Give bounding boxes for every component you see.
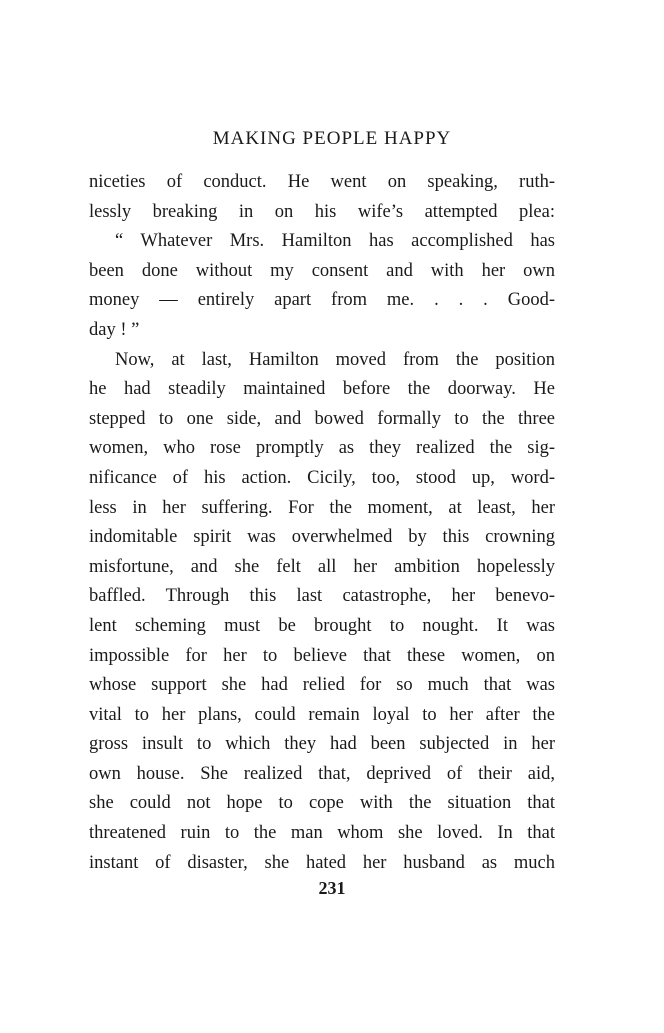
text-line: niceties of conduct. He went on speaking, ruth-: [89, 172, 555, 192]
text-line: impossible for her to believe that these women, on: [89, 645, 555, 666]
text-line: nificance of his action. Cicily, too, stood up, word-: [89, 467, 555, 488]
text-line: instant of disaster, she hated her husband as much: [89, 852, 555, 873]
text-line: been done without my consent and with her own: [89, 260, 555, 281]
text-line: baffled. Through this last catastrophe, her benevo-: [89, 586, 555, 607]
text-line: misfortune, and she felt all her ambition hopelessly: [89, 556, 555, 577]
text-line: vital to her plans, could remain loyal to her after the: [89, 704, 555, 725]
text-line: money — entirely apart from me. . . . Good-: [89, 290, 555, 311]
text-line: whose support she had relied for so much that was: [89, 675, 555, 696]
text-line: she could not hope to cope with the situation that: [89, 793, 555, 814]
text-line: Now, at last, Hamilton moved from the position: [115, 349, 555, 370]
text-line: indomitable spirit was overwhelmed by this crowning: [89, 527, 555, 548]
text-line: stepped to one side, and bowed formally to the three: [89, 408, 555, 429]
running-title: MAKING PEOPLE HAPPY: [212, 128, 452, 149]
body-text: [89, 168, 555, 878]
text-line: lessly breaking in on his wife’s attempted plea:: [89, 201, 555, 222]
text-line: gross insult to which they had been subjected in her: [89, 734, 555, 755]
text-line: he had steadily maintained before the doorway. He: [89, 379, 555, 400]
text-line: less in her suffering. For the moment, at least, her: [89, 497, 555, 518]
text-line: “ Whatever Mrs. Hamilton has accomplished has: [115, 231, 555, 252]
text-line: day ! ”: [89, 319, 140, 340]
text-line: lent scheming must be brought to nought. It was: [89, 615, 555, 636]
page-number: 231: [318, 878, 346, 898]
text-line: own house. She realized that, deprived of their aid,: [89, 763, 555, 784]
text-line: women, who rose promptly as they realized the sig-: [89, 438, 555, 459]
text-line: threatened ruin to the man whom she loved. In that: [89, 823, 555, 844]
